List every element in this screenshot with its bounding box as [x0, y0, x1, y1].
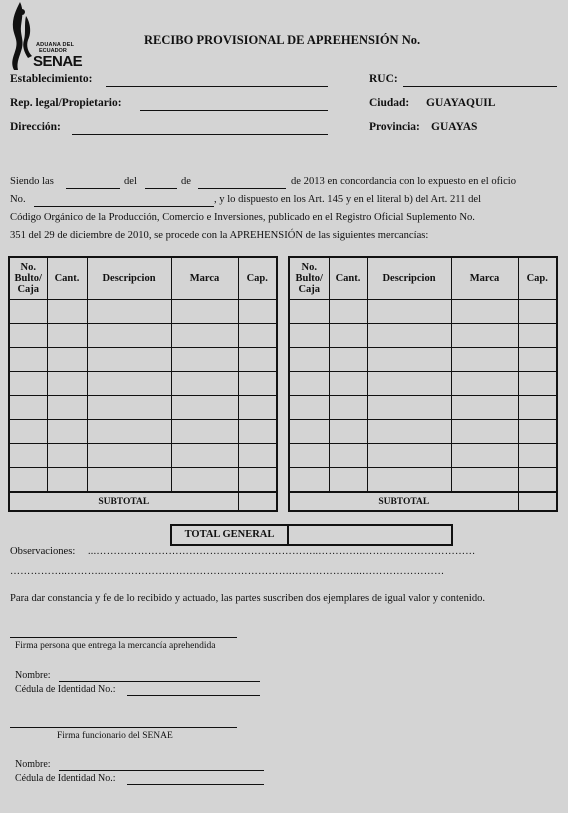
table-cell[interactable]	[9, 348, 47, 372]
table-cell[interactable]	[329, 324, 367, 348]
mes-field[interactable]	[198, 188, 286, 189]
table-cell[interactable]	[47, 468, 87, 493]
table-cell[interactable]	[329, 444, 367, 468]
header-cant: Cant.	[47, 257, 87, 300]
header-cap: Cap.	[238, 257, 277, 300]
table-row	[289, 420, 557, 444]
mercancias-table-left	[8, 256, 278, 512]
table-cell[interactable]	[9, 372, 47, 396]
table-cell[interactable]	[87, 372, 171, 396]
table-cell[interactable]	[87, 396, 171, 420]
cedula-entrega-field[interactable]	[127, 695, 260, 696]
header-cap: Cap.	[518, 257, 557, 300]
table-cell[interactable]	[87, 468, 171, 493]
table-cell[interactable]	[171, 348, 238, 372]
table-cell[interactable]	[87, 348, 171, 372]
table-cell[interactable]	[367, 348, 451, 372]
header-descripcion: Descripcion	[87, 257, 171, 300]
paragraph-line1-start: Siendo las	[10, 176, 54, 187]
table-cell[interactable]	[451, 372, 518, 396]
table-cell[interactable]	[289, 324, 329, 348]
logo-text-aduana: ADUANA DEL	[36, 42, 75, 48]
table-cell[interactable]	[329, 348, 367, 372]
table-cell[interactable]	[289, 444, 329, 468]
table-cell[interactable]	[367, 468, 451, 493]
table-cell[interactable]	[289, 420, 329, 444]
table-cell[interactable]	[9, 444, 47, 468]
dia-field[interactable]	[145, 188, 177, 189]
table-cell[interactable]	[329, 468, 367, 493]
table-cell[interactable]	[238, 444, 277, 468]
table-cell[interactable]	[238, 468, 277, 493]
paragraph-de: de	[181, 176, 191, 187]
header-bulto: No. Bulto/ Caja	[289, 257, 329, 300]
provincia-label: Provincia:	[369, 121, 420, 133]
table-cell[interactable]	[87, 300, 171, 324]
ciudad-label: Ciudad:	[369, 97, 410, 109]
mercancias-table-right	[288, 256, 558, 512]
table-cell[interactable]	[518, 468, 557, 493]
table-row	[9, 324, 277, 348]
subtotal-value[interactable]	[238, 492, 277, 511]
table-cell[interactable]	[9, 468, 47, 493]
header-marca: Marca	[171, 257, 238, 300]
paragraph-line1-end: de 2013 en concordancia con lo expuesto en el oficio	[291, 176, 517, 187]
table-cell[interactable]	[9, 300, 47, 324]
table-cell[interactable]	[171, 300, 238, 324]
constancia-text: Para dar constancia y fe de lo recibido y actuado, las partes suscriben dos ejemplares de igual valor y contenido.	[10, 593, 486, 604]
aduana-emblem-icon	[6, 2, 36, 72]
ruc-label: RUC:	[369, 73, 398, 85]
table-cell[interactable]	[289, 468, 329, 493]
nombre-entrega-field[interactable]	[59, 681, 260, 682]
table-row	[9, 348, 277, 372]
nombre-funcionario-field[interactable]	[59, 770, 264, 771]
table-cell[interactable]	[87, 444, 171, 468]
total-general-value[interactable]	[289, 526, 451, 544]
table-cell[interactable]	[367, 420, 451, 444]
direccion-label: Dirección:	[10, 121, 61, 133]
table-cell[interactable]	[518, 444, 557, 468]
table-cell[interactable]	[171, 372, 238, 396]
table-cell[interactable]	[329, 372, 367, 396]
table-cell[interactable]	[329, 300, 367, 324]
paragraph-del: del	[124, 176, 137, 187]
header-marca: Marca	[451, 257, 518, 300]
table-row	[9, 420, 277, 444]
table-cell[interactable]	[9, 396, 47, 420]
table-cell[interactable]	[289, 372, 329, 396]
table-cell[interactable]	[238, 420, 277, 444]
header-cant: Cant.	[329, 257, 367, 300]
senae-logo	[6, 2, 84, 72]
ciudad-value: GUAYAQUIL	[426, 97, 496, 109]
firma-entrega-line[interactable]	[10, 637, 237, 638]
table-row	[289, 372, 557, 396]
table-cell[interactable]	[451, 420, 518, 444]
firma-funcionario-line[interactable]	[10, 727, 237, 728]
table-cell[interactable]	[9, 324, 47, 348]
table-cell[interactable]	[47, 300, 87, 324]
paragraph-no: No.	[10, 194, 26, 205]
table-cell[interactable]	[171, 468, 238, 493]
table-row	[9, 372, 277, 396]
table-row	[289, 300, 557, 324]
table-cell[interactable]	[451, 468, 518, 493]
table-cell[interactable]	[47, 396, 87, 420]
table-cell[interactable]	[518, 372, 557, 396]
observaciones-line2[interactable]: ……………..………..……………………………………………….………………...……………………	[10, 566, 445, 577]
table-cell[interactable]	[47, 324, 87, 348]
table-cell[interactable]	[367, 324, 451, 348]
table-cell[interactable]	[451, 300, 518, 324]
table-cell[interactable]	[238, 300, 277, 324]
paragraph-line3: Código Orgánico de la Producción, Comercio e Inversiones, publicado en el Registro Oficial Suplemento No.	[10, 212, 475, 223]
paragraph-line4: 351 del 29 de diciembre de 2010, se procede con la APREHENSIÓN de las siguientes mercancías:	[10, 230, 429, 241]
table-row	[289, 396, 557, 420]
form-title: RECIBO PROVISIONAL DE APREHENSIÓN No.	[144, 33, 421, 47]
table-cell[interactable]	[451, 444, 518, 468]
table-cell[interactable]	[329, 420, 367, 444]
nombre-funcionario-label: Nombre:	[15, 759, 51, 770]
table-cell[interactable]	[518, 348, 557, 372]
table-row	[289, 444, 557, 468]
table-cell[interactable]	[367, 396, 451, 420]
logo-text-senae: SENAE	[33, 53, 83, 70]
table-cell[interactable]	[238, 396, 277, 420]
firma-entrega-label: Firma persona que entrega la mercancía aprehendida	[15, 641, 216, 651]
table-row	[289, 468, 557, 493]
table-cell[interactable]	[289, 396, 329, 420]
logo-text-ecuador: ECUADOR	[39, 48, 67, 54]
header-bulto: No. Bulto/ Caja	[9, 257, 47, 300]
table-cell[interactable]	[47, 348, 87, 372]
table-cell[interactable]	[238, 324, 277, 348]
table-row	[289, 348, 557, 372]
table-row	[289, 324, 557, 348]
cedula-funcionario-label: Cédula de Identidad No.:	[15, 773, 116, 784]
table-cell[interactable]	[171, 396, 238, 420]
table-cell[interactable]	[367, 444, 451, 468]
table-cell[interactable]	[171, 420, 238, 444]
total-general-box	[170, 524, 453, 546]
table-cell[interactable]	[171, 444, 238, 468]
oficio-number-field[interactable]	[34, 206, 214, 207]
table-cell[interactable]	[518, 324, 557, 348]
table-cell[interactable]	[171, 324, 238, 348]
table-cell[interactable]	[87, 324, 171, 348]
table-cell[interactable]	[47, 372, 87, 396]
header-descripcion: Descripcion	[367, 257, 451, 300]
subtotal-value[interactable]	[518, 492, 557, 511]
provincia-value: GUAYAS	[431, 121, 478, 133]
table-row	[9, 396, 277, 420]
establecimiento-field[interactable]	[106, 86, 328, 87]
table-cell[interactable]	[451, 324, 518, 348]
table-cell[interactable]	[47, 420, 87, 444]
table-cell[interactable]	[518, 300, 557, 324]
table-cell[interactable]	[289, 348, 329, 372]
direccion-field[interactable]	[72, 134, 328, 135]
table-row	[9, 300, 277, 324]
paragraph-line2-end: , y lo dispuesto en los Art. 145 y en el literal b) del Art. 211 del	[214, 194, 482, 205]
table-row	[9, 444, 277, 468]
total-general-label: TOTAL GENERAL	[172, 526, 289, 544]
table-cell[interactable]	[367, 372, 451, 396]
cedula-entrega-label: Cédula de Identidad No.:	[15, 684, 116, 695]
establecimiento-label: Establecimiento:	[10, 73, 93, 85]
table-cell[interactable]	[238, 372, 277, 396]
table-cell[interactable]	[518, 420, 557, 444]
observaciones-line1[interactable]: ...………………………………………………………..………….……………………………	[88, 546, 476, 557]
table-cell[interactable]	[451, 396, 518, 420]
table-cell[interactable]	[329, 396, 367, 420]
hora-field[interactable]	[66, 188, 120, 189]
table-cell[interactable]	[289, 300, 329, 324]
table-cell[interactable]	[9, 420, 47, 444]
table-row	[9, 468, 277, 493]
subtotal-label: SUBTOTAL	[9, 492, 238, 511]
table-cell[interactable]	[87, 420, 171, 444]
table-cell[interactable]	[47, 444, 87, 468]
table-cell[interactable]	[367, 300, 451, 324]
rep-legal-label: Rep. legal/Propietario:	[10, 97, 122, 109]
ruc-field[interactable]	[403, 86, 557, 87]
table-cell[interactable]	[518, 396, 557, 420]
rep-legal-field[interactable]	[140, 110, 328, 111]
cedula-funcionario-field[interactable]	[127, 784, 264, 785]
subtotal-label: SUBTOTAL	[289, 492, 518, 511]
firma-funcionario-label: Firma funcionario del SENAE	[57, 731, 173, 741]
observaciones-label: Observaciones:	[10, 546, 76, 557]
table-cell[interactable]	[451, 348, 518, 372]
table-cell[interactable]	[238, 348, 277, 372]
nombre-entrega-label: Nombre:	[15, 670, 51, 681]
